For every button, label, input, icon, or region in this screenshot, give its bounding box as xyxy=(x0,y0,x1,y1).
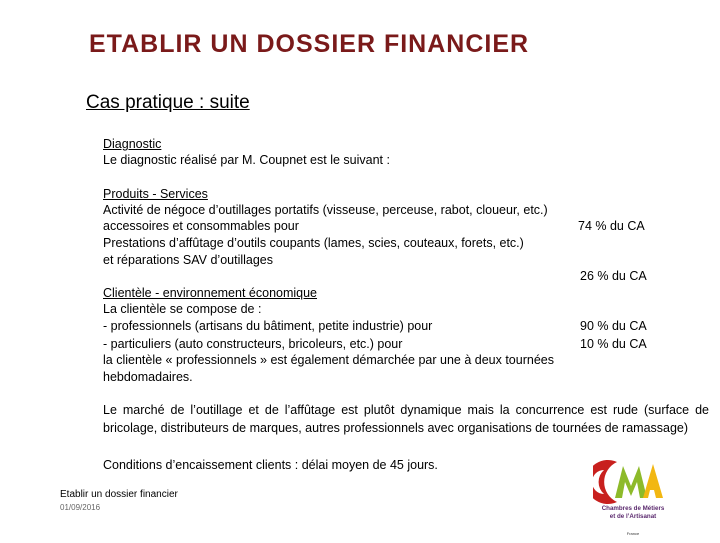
page-subtitle: Cas pratique : suite xyxy=(86,92,250,113)
clients-line-3: - particuliers (auto constructeurs, bricoleurs, etc.) pour xyxy=(103,337,403,351)
clients-heading: Clientèle - environnement économique xyxy=(103,286,318,300)
footer-title: Etablir un dossier financier xyxy=(60,489,178,500)
cma-logo xyxy=(593,458,673,538)
clients-value-2: 10 % du CA xyxy=(580,337,647,351)
products-line-2: accessoires et consommables pour xyxy=(103,219,299,233)
products-value-1: 74 % du CA xyxy=(578,219,645,233)
cma-logo-mark xyxy=(593,458,673,538)
clients-line-4: la clientèle « professionnels » est également démarchée par une à deux tournées xyxy=(103,353,554,367)
diagnostic-text: Le diagnostic réalisé par M. Coupnet est le suivant : xyxy=(103,153,390,167)
logo-text-3: France xyxy=(626,531,640,536)
clients-line-2: - professionnels (artisans du bâtiment, petite industrie) pour xyxy=(103,319,433,333)
diagnostic-heading: Diagnostic xyxy=(103,137,162,151)
products-heading: Produits - Services xyxy=(103,187,208,201)
clients-line-1: La clientèle se compose de : xyxy=(103,302,262,316)
clients-line-5: hebdomadaires. xyxy=(103,370,193,384)
products-line-1: Activité de négoce d’outillages portatifs (visseuse, perceuse, rabot, cloueur, etc.) xyxy=(103,203,548,217)
footer-date: 01/09/2016 xyxy=(60,503,101,512)
clients-value-1: 90 % du CA xyxy=(580,319,647,333)
logo-text-1: Chambres de Métiers xyxy=(601,505,665,512)
products-line-3: Prestations d’affûtage d’outils coupants (lames, scies, couteaux, forets, etc.) xyxy=(103,236,524,250)
logo-text-2: et de l’Artisanat xyxy=(609,513,657,520)
market-paragraph: Le marché de l’outillage et de l’affûtage est plutôt dynamique mais la concurrence est rude (surface de bricolage, distributeurs de marques, autres professionnels avec organisations de tournées de ramassage) xyxy=(103,403,709,435)
page-title: ETABLIR UN DOSSIER FINANCIER xyxy=(89,30,530,58)
products-line-4: et réparations SAV d’outillages xyxy=(103,253,274,267)
payment-conditions: Conditions d’encaissement clients : délai moyen de 45 jours. xyxy=(103,458,438,472)
products-value-2: 26 % du CA xyxy=(580,269,647,283)
